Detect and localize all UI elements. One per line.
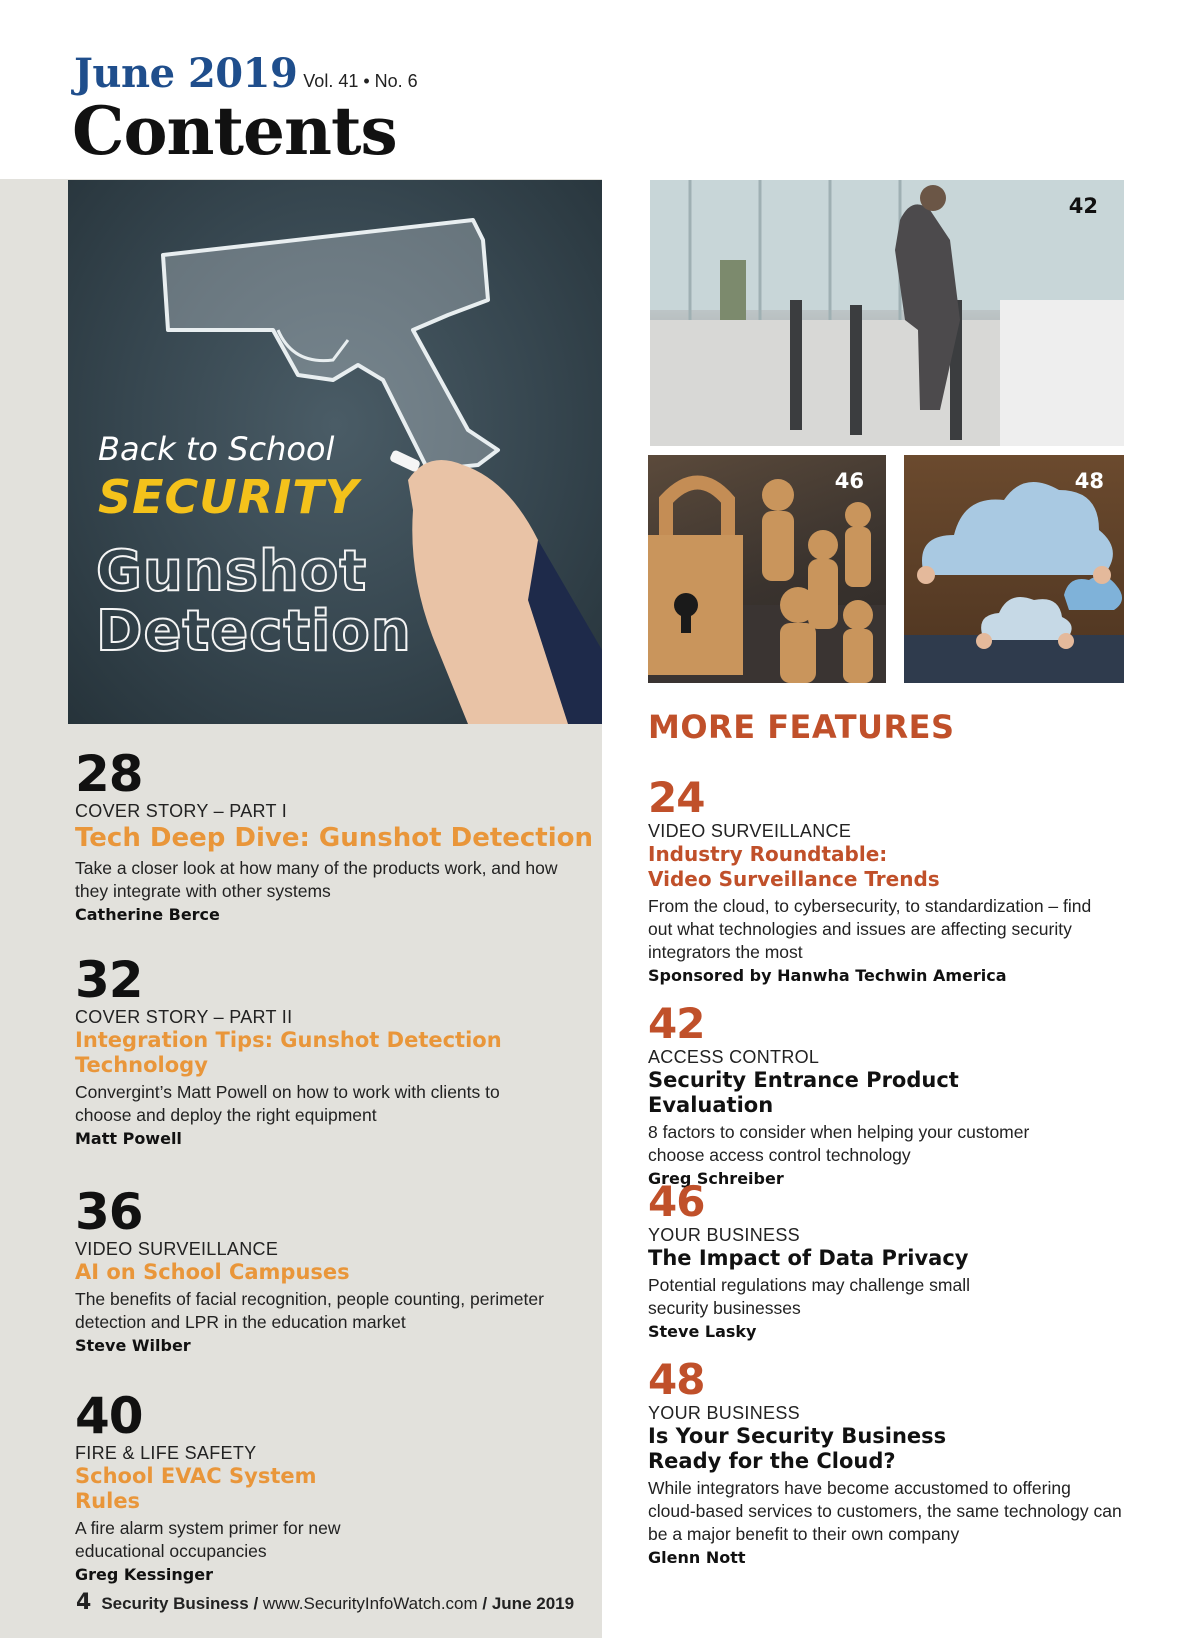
entry-description: Potential regulations may challenge small security businesses: [648, 1275, 970, 1318]
photo-page-42[interactable]: [650, 180, 1124, 446]
entry-page-number: 28: [75, 745, 143, 803]
footer-separator: /: [248, 1594, 263, 1613]
entry-author: Greg Schreiber: [648, 1169, 784, 1188]
entry-author: Steve Wilber: [75, 1336, 191, 1355]
footer-magazine: Security Business: [101, 1594, 249, 1613]
entry-title[interactable]: Integration Tips: Gunshot Detection Technology: [75, 1028, 502, 1077]
entry-page-number: 36: [75, 1183, 143, 1241]
entry-description: While integrators have become accustomed to offering cloud-based services to customers, the same technology can be a major benefit to their own company: [648, 1478, 1122, 1544]
footer-url-link[interactable]: www.SecurityInfoWatch.com: [262, 1594, 478, 1613]
more-features-heading: MORE FEATURES: [648, 708, 955, 746]
entry-category: VIDEO SURVEILLANCE: [648, 821, 852, 841]
toc-entry-24[interactable]: [648, 773, 1098, 987]
entry-description: Take a closer look at how many of the products work, and how they integrate with other systems: [75, 858, 558, 901]
entry-author: Greg Kessinger: [75, 1565, 213, 1584]
entry-title[interactable]: The Impact of Data Privacy: [648, 1246, 969, 1270]
entry-author: Sponsored by Hanwha Techwin America: [648, 966, 1007, 985]
toc-entry-40[interactable]: [75, 1387, 375, 1586]
person-passing-turnstile-icon: [650, 180, 1124, 446]
photo-page-number: 46: [834, 469, 864, 493]
chalk-icon: [389, 449, 421, 473]
masthead: [74, 50, 418, 97]
entry-author: Matt Powell: [75, 1129, 182, 1148]
toc-entry-36[interactable]: [75, 1183, 545, 1357]
entry-title[interactable]: Is Your Security Business Ready for the Cloud?: [648, 1424, 947, 1473]
entry-category: COVER STORY – PART II: [75, 1007, 293, 1027]
footer-page-number: 4: [76, 1590, 92, 1615]
toc-entry-28[interactable]: [75, 745, 595, 926]
photo-page-number: 48: [1074, 469, 1104, 493]
footer-separator: /: [477, 1594, 492, 1613]
entry-author: Glenn Nott: [648, 1548, 746, 1567]
entry-title[interactable]: Security Entrance Product Evaluation: [648, 1068, 959, 1117]
entry-category: ACCESS CONTROL: [648, 1047, 820, 1067]
page-title: Contents: [72, 92, 397, 170]
photo-page-46[interactable]: [648, 455, 886, 683]
toc-entry-32[interactable]: [75, 951, 555, 1150]
photo-page-number: 42: [1068, 194, 1098, 218]
issue-volume: Vol. 41 • No. 6: [303, 71, 418, 91]
cover-headline-1: Back to School: [98, 430, 335, 468]
entry-description: The benefits of facial recognition, people counting, perimeter detection and LPR in the education market: [75, 1289, 544, 1332]
entry-title[interactable]: Industry Roundtable: Video Surveillance Trends: [648, 842, 940, 891]
footer-date: June 2019: [491, 1594, 575, 1613]
entry-title[interactable]: AI on School Campuses: [75, 1260, 350, 1284]
issue-month: June 2019: [74, 50, 298, 97]
entry-category: YOUR BUSINESS: [648, 1225, 800, 1245]
entry-author: Steve Lasky: [648, 1322, 757, 1341]
entry-description: From the cloud, to cybersecurity, to standardization – find out what technologies and issues are affecting security integrators the most: [648, 896, 1092, 962]
toc-entry-42[interactable]: [648, 999, 1078, 1190]
entry-page-number: 46: [648, 1177, 705, 1226]
photo-page-48[interactable]: [904, 455, 1124, 683]
cover-image[interactable]: [68, 180, 602, 724]
cover-headline-2: SECURITY: [98, 470, 359, 524]
entry-page-number: 24: [648, 773, 705, 822]
entry-page-number: 42: [648, 999, 705, 1048]
entry-description: 8 factors to consider when helping your customer choose access control technology: [648, 1122, 1030, 1165]
toc-entry-48[interactable]: [648, 1355, 1123, 1569]
entry-category: COVER STORY – PART I: [75, 801, 288, 821]
entry-page-number: 48: [648, 1355, 705, 1404]
entry-title[interactable]: Tech Deep Dive: Gunshot Detection: [75, 823, 594, 853]
entry-category: YOUR BUSINESS: [648, 1403, 800, 1423]
cover-headline-3: Gunshot Detection: [96, 539, 412, 664]
entry-page-number: 40: [75, 1387, 143, 1445]
entry-page-number: 32: [75, 951, 143, 1009]
entry-author: Catherine Berce: [75, 905, 220, 924]
entry-description: Convergint’s Matt Powell on how to work with clients to choose and deploy the right equipment: [75, 1082, 500, 1125]
entry-category: FIRE & LIFE SAFETY: [75, 1443, 257, 1463]
entry-title[interactable]: School EVAC System Rules: [75, 1464, 317, 1513]
page-footer: [76, 1590, 574, 1615]
entry-category: VIDEO SURVEILLANCE: [75, 1239, 279, 1259]
entry-description: A fire alarm system primer for new educational occupancies: [75, 1518, 341, 1561]
